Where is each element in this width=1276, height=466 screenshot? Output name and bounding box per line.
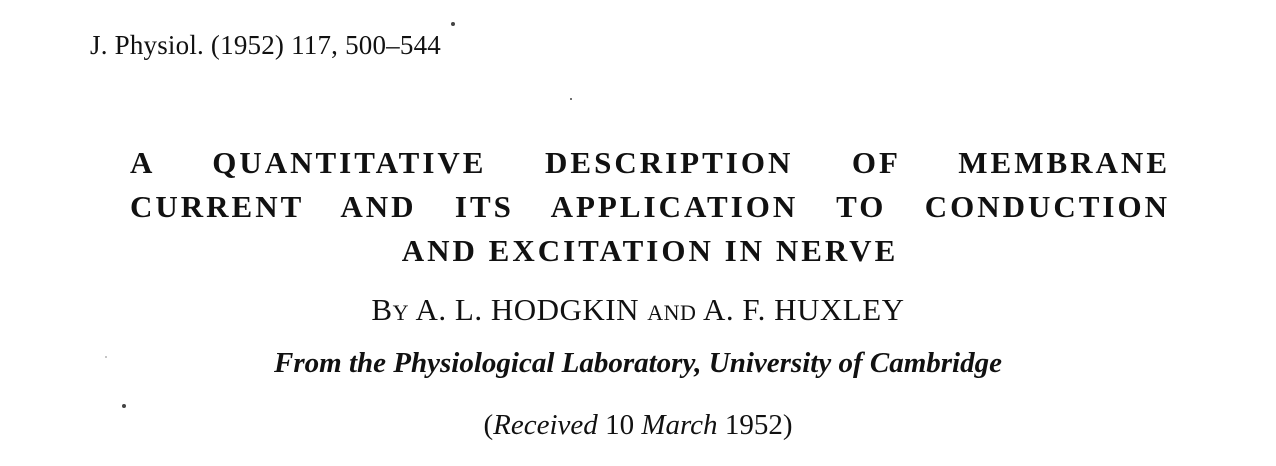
received-day: 10 <box>597 409 642 441</box>
scan-speck <box>122 404 126 408</box>
paper-title <box>130 141 1170 273</box>
scan-speck <box>451 22 455 26</box>
title-line-3: AND EXCITATION IN NERVE <box>401 233 899 268</box>
journal-citation: J. Physiol. (1952) 117, 500–544 <box>90 30 441 60</box>
scan-speck <box>105 356 107 358</box>
received-month: March <box>641 409 718 441</box>
author-byline <box>0 292 1276 328</box>
received-year: 1952) <box>717 409 793 441</box>
author-affiliation: From the Physiological Laboratory, University of Cambridge <box>274 347 1002 379</box>
title-line-2: CURRENT AND ITS APPLICATION TO CONDUCTION <box>130 189 1170 224</box>
received-date <box>0 409 1276 442</box>
scan-speck <box>570 98 572 100</box>
author-hodgkin: A. L. HODGKIN <box>415 292 640 327</box>
byline-and: and <box>647 292 697 327</box>
author-huxley: A. F. HUXLEY <box>703 292 905 327</box>
title-line-1: A QUANTITATIVE DESCRIPTION OF MEMBRANE <box>130 145 1170 180</box>
received-open-paren: ( <box>483 409 494 441</box>
received-word: Received <box>493 409 598 441</box>
byline-by: By <box>371 292 409 327</box>
